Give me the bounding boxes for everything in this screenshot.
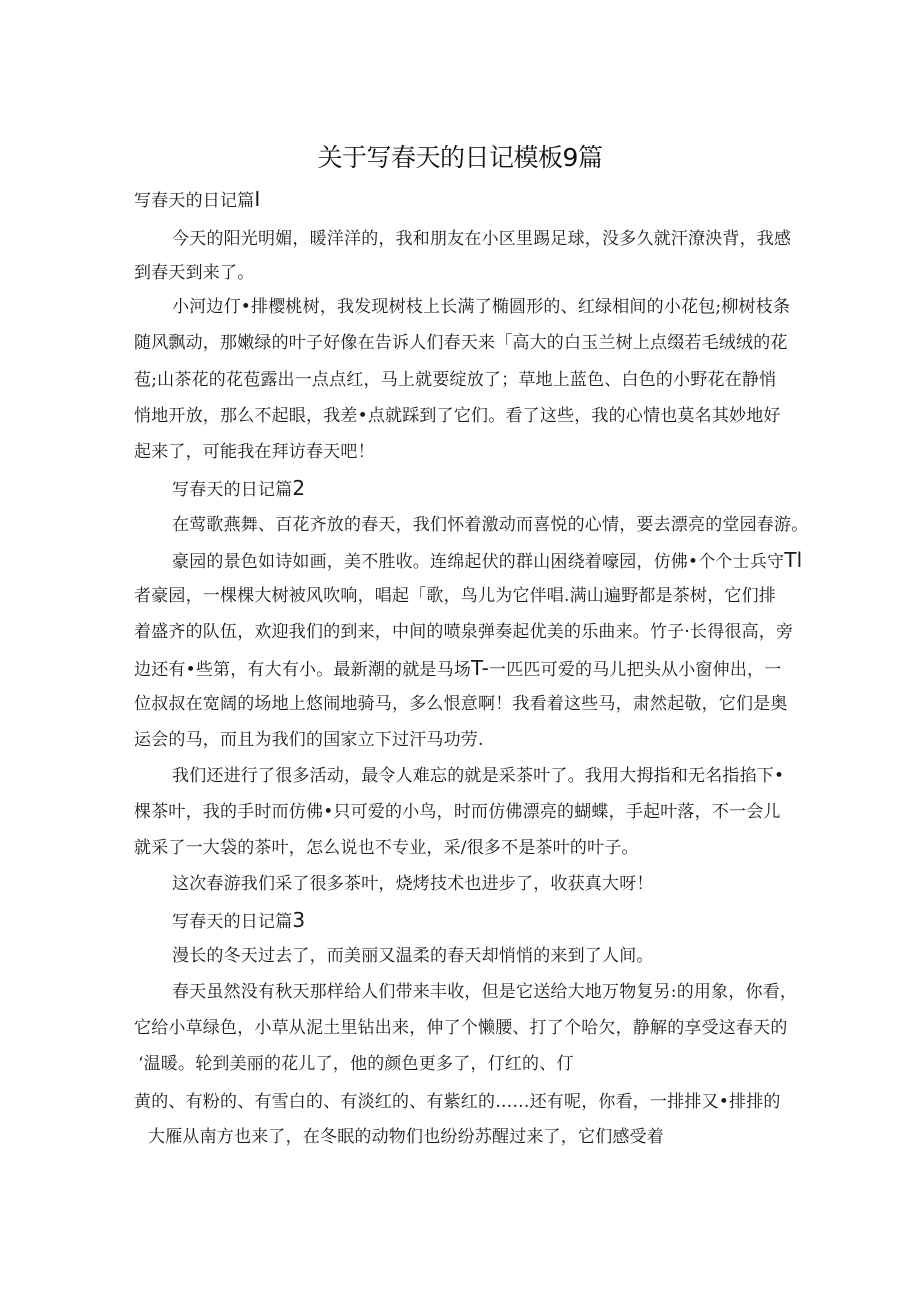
paragraph-line: 小河边仃•排樱桃树，我发现树枝上长满了椭圆形的、红绿相间的小花包;柳树枝条 <box>172 297 791 317</box>
paragraph-line: 苞;山茶花的花苞露出一点点红，马上就要绽放了；草地上蓝色、白色的小野花在静悄 <box>134 370 777 390</box>
paragraph-line: 这次春游我们采了很多茶叶，烧烤技术也进步了，收获真大呀！ <box>172 874 654 894</box>
paragraph-line: 豪园的景色如诗如画，美不胜收。连绵起伏的群山困绕着嚎园，仿佛•个个士兵守Tl <box>172 548 803 572</box>
section-heading-1 <box>134 188 261 212</box>
paragraph-line: 我们还进行了很多活动，最令人难忘的就是采茶叶了。我用大拇指和无名指掐下• <box>172 766 785 786</box>
paragraph-line: 起来了，可能我在拜访春天吧！ <box>134 442 375 462</box>
paragraph-line: 随风飘动，那嫩绿的叶子好像在告诉人们春天来「高大的白玉兰树上点缀若毛绒绒的花 <box>134 333 788 353</box>
paragraph-line: 者豪园，一棵棵大树被风吹响，唱起「歌，鸟儿为它伴唱.满山遍野都是茶树，它们排 <box>134 586 777 606</box>
section-heading-2 <box>172 477 305 501</box>
heading-text: 写春天的日记篇 <box>134 191 255 211</box>
document-title: 关于写春天的日记模板9篇 <box>317 143 603 172</box>
paragraph-line: 在莺歌燕舞、百花齐放的春天，我们怀着激动而喜悦的心情，要去漂亮的堂园春游。 <box>172 515 809 535</box>
heading-number: 2 <box>292 476 306 500</box>
paragraph-line: 运会的马，而且为我们的国家立下过汗马功劳. <box>134 730 484 750</box>
heading-text: 写春天的日记篇 <box>172 912 293 932</box>
heading-text: 写春天的日记篇 <box>172 480 293 500</box>
paragraph-line: 黄的、有粉的、有雪白的、有淡红的、有紫红的……还有呢，你看，一排排又•排排的 <box>134 1092 781 1112</box>
paragraph-line: 边还有•些第，有大有小。最新潮的就是马场T-一匹匹可爱的马儿把头从小窗伸出，一 <box>134 656 782 680</box>
paragraph-line: 大雁从南方也来了，在冬眠的动物们也纷纷苏醒过来了，它们感受着 <box>148 1127 664 1147</box>
paragraph-line: 棵茶叶，我的手时而仿佛•只可爱的小鸟，时而仿佛漂亮的蝴蝶，手起叶落，不一会儿 <box>134 802 781 822</box>
paragraph-line: 它给小草绿色，小草从泥土里钻出来，伸了个懒腰、打了个哈欠，静解的享受这春天的 <box>134 1018 788 1038</box>
section-heading-3 <box>172 909 305 933</box>
paragraph-line: 就采了一大袋的茶叶，怎么说也不专业，采/很多不是茶叶的叶子。 <box>134 838 639 858</box>
paragraph-line: 今天的阳光明媚，暖洋洋的，我和朋友在小区里踢足球，没多久就汗潦泱背，我感 <box>172 229 792 249</box>
paragraph-line: 春天虽然没有秋天那样给人们带来丰收，但是它送给大地万物复另:的用象，你看， <box>172 982 798 1002</box>
paragraph-line: 位叔叔在宽阔的场地上悠闹地骑马，多么恨意啊！我看着这些马，肃然起敬，它们是奥 <box>134 694 788 714</box>
heading-number: I <box>254 187 261 211</box>
paragraph-line: 悄地开放，那么不起眼，我差•点就踩到了它们。看了这些，我的心情也莫名其妙地好 <box>134 406 781 426</box>
paragraph-line: 到春天到来了。 <box>134 263 255 283</box>
paragraph-line: ‘温暖。轮到美丽的花儿了，他的颜色更多了，仃红的、仃 <box>138 1054 574 1074</box>
paragraph-line: 漫长的冬天过去了，而美丽又温柔的春天却悄悄的来到了人间。 <box>172 946 654 966</box>
paragraph-line: 着盛齐的队伍，欢迎我们的到来，中间的喷泉弹奏起优美的乐曲来。竹子·长得很高，旁 <box>134 622 794 642</box>
heading-number: 3 <box>292 908 306 932</box>
